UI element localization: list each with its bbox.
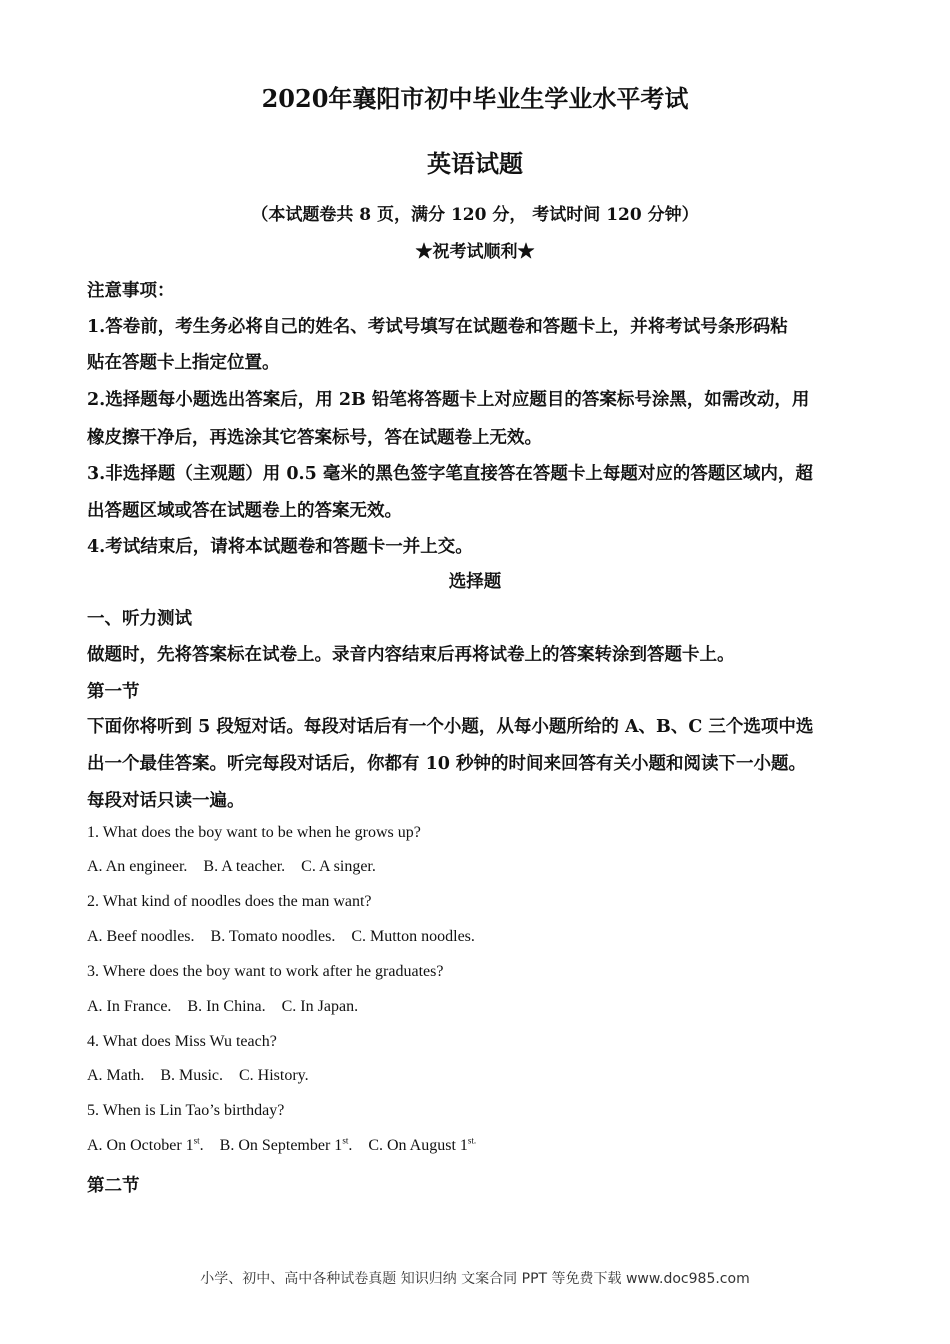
option-a-text: A. On October 1 xyxy=(87,1137,194,1154)
page-title: 2020年襄阳市初中毕业生学业水平考试 xyxy=(261,84,689,113)
note-item-1-line-2: 贴在答题卡上指定位置。 xyxy=(87,353,280,373)
good-luck-wish: ★祝考试顺利★ xyxy=(415,242,535,262)
question-3: 3. Where does the boy want to work after he graduates? xyxy=(87,963,444,980)
option-b-ordinal: st xyxy=(342,1135,349,1146)
note-item-4: 4.考试结束后，请将本试题卷和答题卡一并上交。 xyxy=(87,537,473,557)
section-1-instruction-line-3: 每段对话只读一遍。 xyxy=(87,791,245,811)
question-2-options: A. Beef noodles. B. Tomato noodles. C. Mutton noodles. xyxy=(87,928,475,945)
listening-part-heading: 一、听力测试 xyxy=(87,609,192,629)
section-1-instruction-line-2: 出一个最佳答案。听完每段对话后，你都有 10 秒钟的时间来回答有关小题和阅读下一小题。 xyxy=(87,754,807,774)
option-b-text: . B. On September 1 xyxy=(199,1137,343,1154)
download-footer: 小学、初中、高中各种试卷真题 知识归纳 文案合同 PPT 等免费下载 www.doc985.com xyxy=(200,1271,750,1287)
question-4-options: A. Math. B. Music. C. History. xyxy=(87,1067,309,1084)
exam-info: （本试题卷共 8 页，满分 120 分， 考试时间 120 分钟） xyxy=(251,205,699,225)
question-3-options: A. In France. B. In China. C. In Japan. xyxy=(87,998,359,1015)
option-a-ordinal: st xyxy=(193,1135,200,1146)
question-2: 2. What kind of noodles does the man want? xyxy=(87,893,372,910)
question-5: 5. When is Lin Tao’s birthday? xyxy=(87,1102,285,1119)
note-item-3-line-2: 出答题区域或答在试题卷上的答案无效。 xyxy=(87,501,402,521)
question-4: 4. What does Miss Wu teach? xyxy=(87,1033,277,1050)
note-item-2-line-2: 橡皮擦干净后，再选涂其它答案标号，答在试题卷上无效。 xyxy=(87,428,542,448)
option-c-ordinal: st. xyxy=(467,1135,477,1146)
section-2-heading: 第二节 xyxy=(87,1176,140,1196)
section-1-instruction-line-1: 下面你将听到 5 段短对话。每段对话后有一个小题，从每小题所给的 A、B、C 三个选项中选 xyxy=(87,717,814,737)
notes-heading: 注意事项： xyxy=(87,281,175,301)
option-c-text: . C. On August 1 xyxy=(348,1137,468,1154)
question-1-options: A. An engineer. B. A teacher. C. A singer. xyxy=(87,858,376,875)
listening-instruction: 做题时，先将答案标在试卷上。录音内容结束后再将试卷上的答案转涂到答题卡上。 xyxy=(87,645,735,665)
question-5-options xyxy=(87,1137,867,1155)
choice-section-heading: 选择题 xyxy=(448,572,502,592)
note-item-3-line-1: 3.非选择题（主观题）用 0.5 毫米的黑色签字笔直接答在答题卡上每题对应的答题区域内，超 xyxy=(87,464,813,484)
page-subtitle: 英语试题 xyxy=(427,149,523,178)
note-item-2-line-1: 2.选择题每小题选出答案后，用 2B 铅笔将答题卡上对应题目的答案标号涂黑，如需改动，用 xyxy=(87,390,810,410)
question-1: 1. What does the boy want to be when he grows up? xyxy=(87,824,421,841)
section-1-heading: 第一节 xyxy=(87,682,140,702)
note-item-1-line-1: 1.答卷前，考生务必将自己的姓名、考试号填写在试题卷和答题卡上，并将考试号条形码粘 xyxy=(87,317,788,337)
